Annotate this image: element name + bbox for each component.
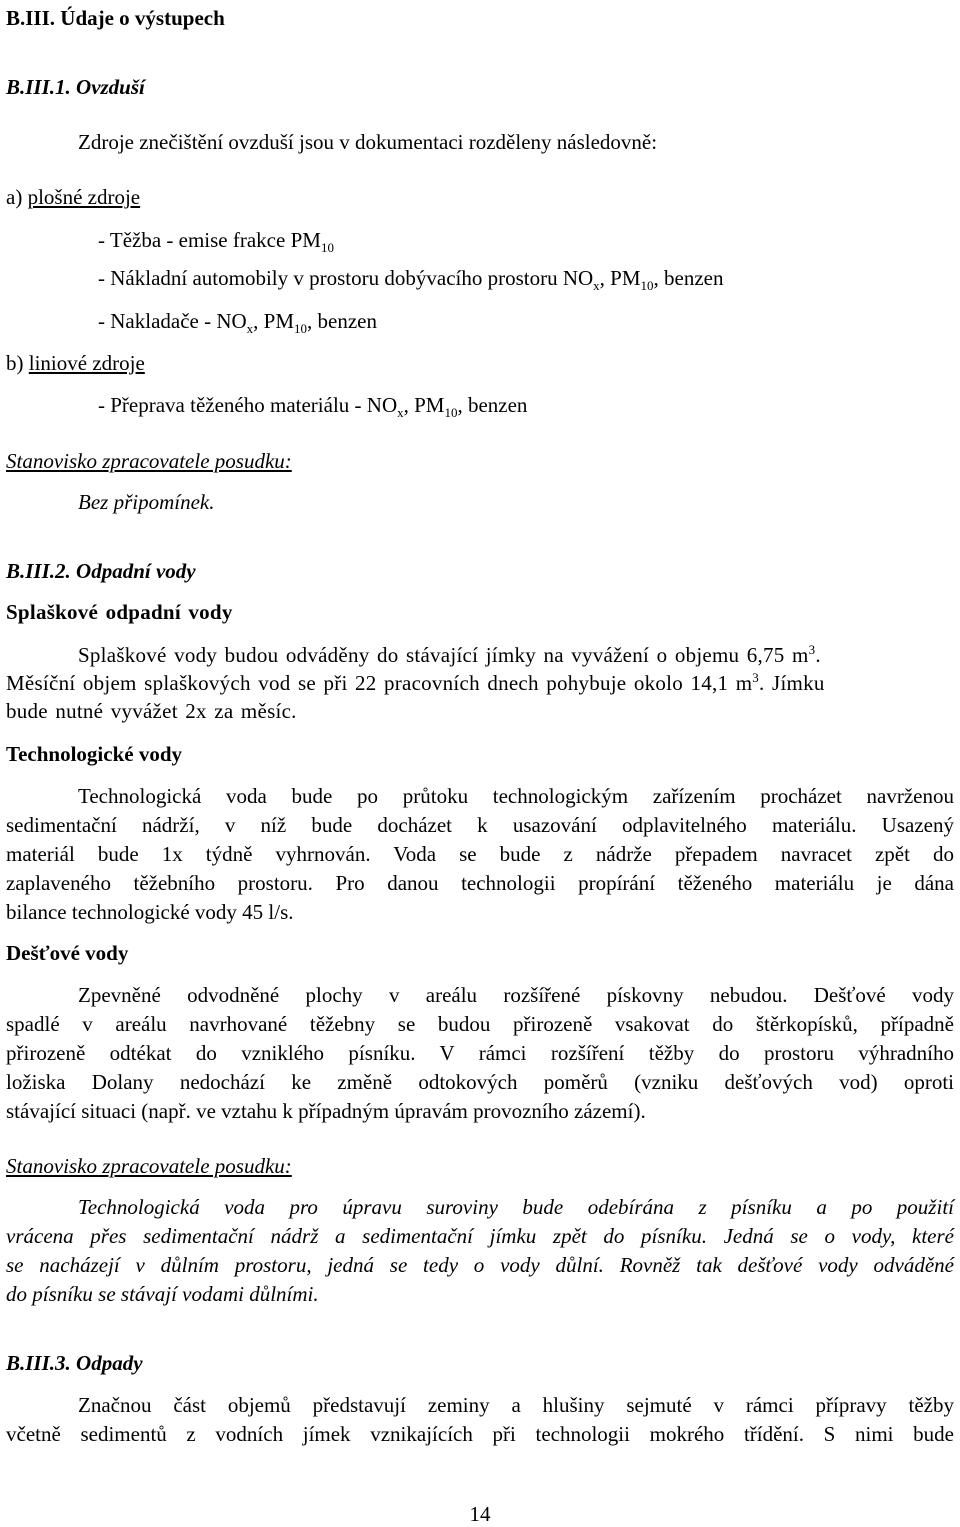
water-opinion-line: do písníku se stávají vodami důlními.	[6, 1282, 319, 1306]
area-source-item: - Nakladače - $NO_x$, $PM_{10}$, benzen	[98, 309, 377, 337]
rain-heading: Dešťové vody	[6, 941, 129, 965]
waste-line: včetně sedimentů z vodních jímek vznikajících při technologii mokrého třídění. S nimi bude	[6, 1422, 954, 1446]
tech-line: Technologická voda bude po průtoku technologickým zařízením procházet navrženou	[78, 784, 954, 808]
page-number: 14	[469, 1502, 491, 1526]
sewage-line: bude nutné vyvážet 2x za měsíc.	[6, 699, 297, 723]
air-intro: Zdroje znečištění ovzduší jsou v dokumentaci rozděleny následovně:	[78, 130, 658, 154]
water-heading: B.III.2. Odpadní vody	[6, 559, 196, 583]
waste-line: Značnou část objemů představují zeminy a hlušiny sejmuté v rámci přípravy těžby	[78, 1393, 954, 1417]
area-sources-label: a) plošné zdroje	[6, 185, 141, 209]
tech-heading: Technologické vody	[6, 742, 182, 766]
waste-heading: B.III.3. Odpady	[6, 1351, 143, 1375]
air-opinion-label: Stanovisko zpracovatele posudku:	[6, 449, 292, 473]
rain-line: ložiska Dolany nedochází ke změně odtokových poměrů (vzniku dešťových vod) oproti	[6, 1070, 954, 1094]
line-sources-title: liniové zdroje	[28, 351, 145, 375]
air-heading: B.III.1. Ovzduší	[6, 75, 145, 99]
sewage-line: Splaškové vody budou odváděny do stávající jímky na vyvážení o objemu 6,75 $m^3$.	[78, 642, 821, 667]
area-sources-title: plošné zdroje	[27, 185, 141, 209]
rain-line: stávající situaci (např. ve vztahu k případným úpravám provozního zázemí).	[6, 1099, 646, 1123]
rain-line: spadlé v areálu navrhované těžebny se budou přirozeně vsakovat do štěrkopísků, případně	[6, 1012, 954, 1036]
sewage-line: Měsíční objem splaškových vod se při 22 pracovních dnech pohybuje okolo 14,1 $m^3$. Jímku	[6, 670, 825, 695]
line-source-item: - Přeprava těženého materiálu - $NO_x$, $PM_{10}$, benzen	[98, 393, 528, 421]
water-opinion-line: se nacházejí v důlním prostoru, jedná se tedy o vody důlní. Rovněž tak dešťové vody odváděné	[6, 1253, 954, 1277]
tech-line: bilance technologické vody 45 l/s.	[6, 900, 294, 924]
tech-line: zaplaveného těžebního prostoru. Pro danou technologii propírání těženého materiálu je dána	[6, 871, 954, 895]
tech-line: sedimentační nádrží, v níž bude docházet k usazování odplavitelného materiálu. Usazený	[6, 813, 954, 837]
tech-line: materiál bude 1x týdně vyhrnován. Voda se bude z nádrže přepadem navracet zpět do	[6, 842, 954, 866]
line-sources-label: b) liniové zdroje	[6, 351, 145, 375]
rain-line: přirozeně odtékat do vzniklého písníku. V rámci rozšíření těžby do prostoru výhradního	[6, 1041, 954, 1065]
section-title: B.III. Údaje o výstupech	[6, 6, 225, 30]
water-opinion-line: Technologická voda pro úpravu suroviny bude odebírána z písníku a po použití	[78, 1195, 954, 1219]
sewage-heading: Splaškové odpadní vody	[6, 600, 233, 624]
area-source-item: - Nákladní automobily v prostoru dobývacího prostoru $NO_x$, $PM_{10}$, benzen	[98, 266, 724, 294]
area-source-item: - Těžba - emise frakce $PM_{10}$	[98, 228, 334, 256]
water-opinion-label: Stanovisko zpracovatele posudku:	[6, 1154, 292, 1178]
rain-line: Zpevněné odvodněné plochy v areálu rozšířené pískovny nebudou. Dešťové vody	[78, 983, 954, 1007]
water-opinion-line: vrácena přes sedimentační nádrž a sedimentační jímku zpět do písníku. Jedná se o vody, které	[6, 1224, 954, 1248]
air-opinion-text: Bez připomínek.	[78, 490, 215, 514]
